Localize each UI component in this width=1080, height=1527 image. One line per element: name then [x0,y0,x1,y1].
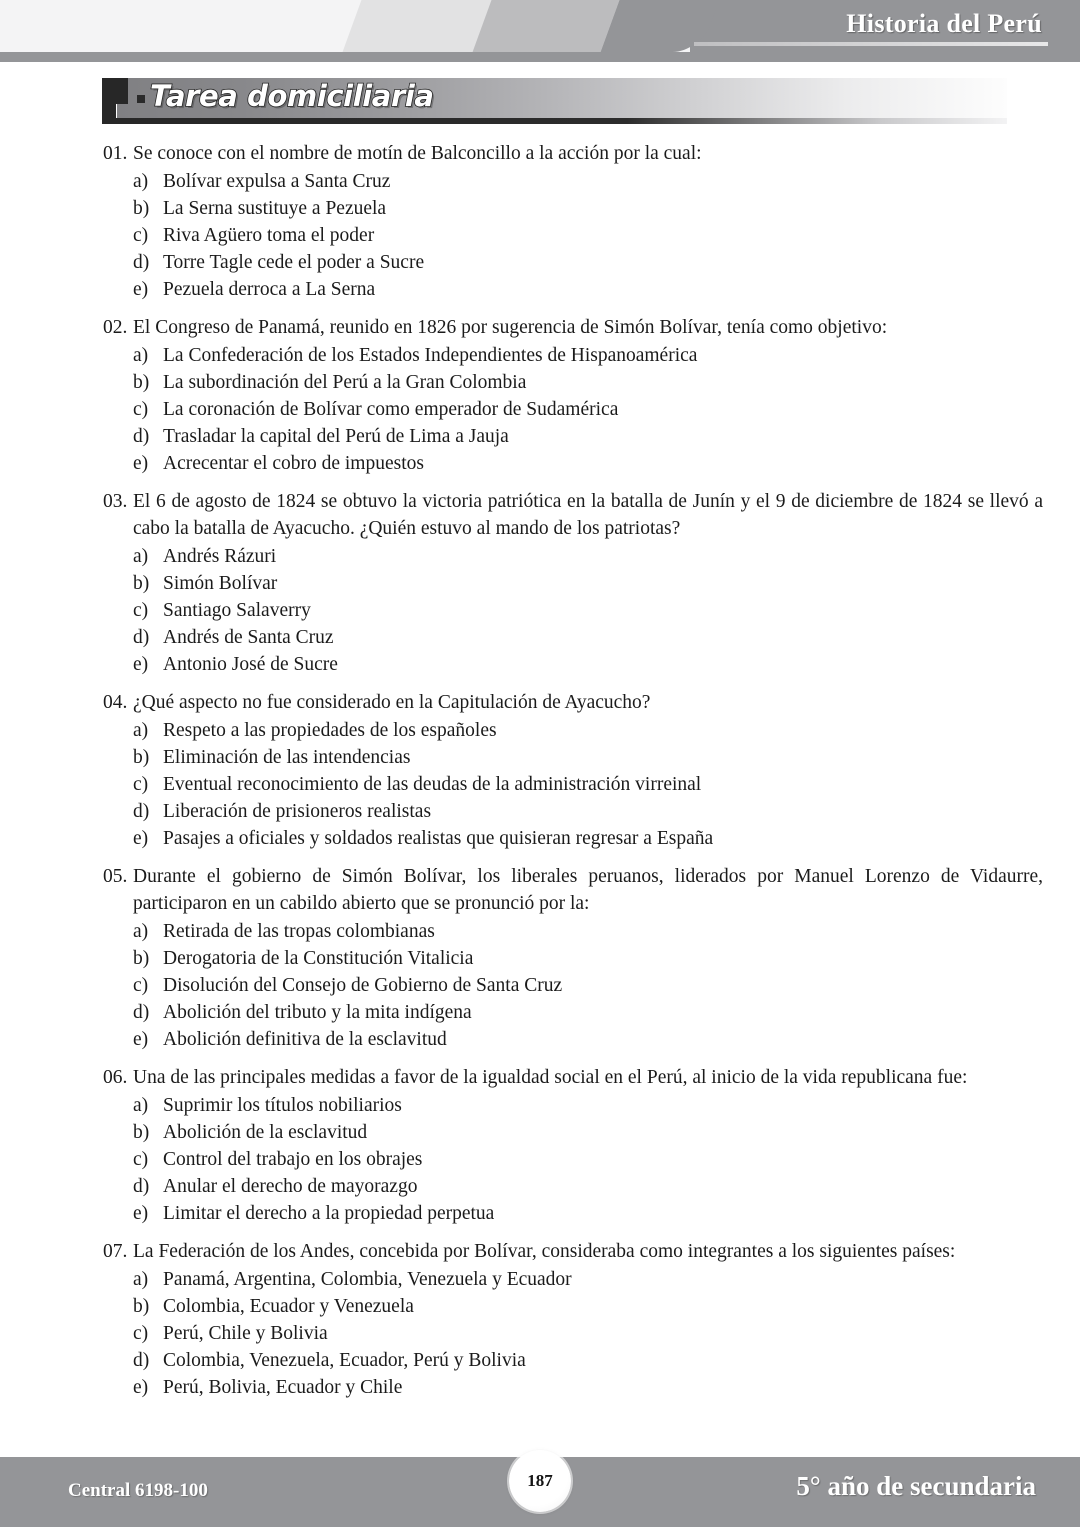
header-diagonal-band-light [343,0,492,52]
option-item[interactable] [0,1119,1080,1146]
option-letter: c) [133,225,149,246]
option-item[interactable] [0,1374,1080,1401]
option-text: Respeto a las propiedades de los españoles [163,720,497,741]
option-item[interactable] [0,1173,1080,1200]
option-text: Abolición de la esclavitud [163,1122,368,1143]
option-letter: b) [133,1296,150,1317]
option-letter: a) [133,171,149,192]
page-header [0,0,1080,62]
option-letter: e) [133,279,149,300]
option-letter: b) [133,948,150,969]
option-list [0,342,1080,477]
question-text: Durante el gobierno de Simón Bolívar, los liberales peruanos, liderados por Manuel Lorenzo de Vidaurre, participaron en un cabildo abierto que se pronunció por la: [133,866,1043,914]
option-letter: c) [133,399,149,420]
option-letter: a) [133,720,149,741]
option-item[interactable] [0,744,1080,771]
option-text: Colombia, Venezuela, Ecuador, Perú y Bolivia [163,1350,526,1371]
question-number: 03. [103,491,128,512]
option-item[interactable] [0,276,1080,303]
option-letter: a) [133,546,149,567]
question-block [0,863,1080,1053]
option-item[interactable] [0,918,1080,945]
option-item[interactable] [0,369,1080,396]
option-item[interactable] [0,423,1080,450]
option-text: Torre Tagle cede el poder a Sucre [163,252,425,273]
option-item[interactable] [0,195,1080,222]
footer-contact-text: Central 6198-100 [68,1480,208,1501]
header-diagonal-band-mid [473,0,620,52]
option-letter: d) [133,252,150,273]
footer-grade-text: 5° año de secundaria [796,1471,1036,1501]
option-item[interactable] [0,1266,1080,1293]
option-text: Andrés de Santa Cruz [163,627,334,648]
option-letter: d) [133,801,150,822]
header-title-underline [694,42,1048,46]
option-text: Colombia, Ecuador y Venezuela [163,1296,414,1317]
option-letter: c) [133,774,149,795]
option-item[interactable] [0,825,1080,852]
option-text: Andrés Rázuri [163,546,277,567]
option-item[interactable] [0,450,1080,477]
option-list [0,1266,1080,1401]
option-text: Abolición del tributo y la mita indígena [163,1002,472,1023]
option-item[interactable] [0,342,1080,369]
option-text: Pezuela derroca a La Serna [163,279,376,300]
question-block [0,1238,1080,1401]
section-banner [102,78,1007,124]
question-number: 01. [103,143,128,164]
option-item[interactable] [0,624,1080,651]
option-text: La subordinación del Perú a la Gran Colombia [163,372,527,393]
banner-bullet-icon [137,95,145,103]
option-text: Trasladar la capital del Perú de Lima a Jauja [163,426,509,447]
option-letter: c) [133,1323,149,1344]
option-letter: c) [133,1149,149,1170]
question-stem [0,863,1080,917]
question-number: 05. [103,866,128,887]
option-item[interactable] [0,1347,1080,1374]
option-item[interactable] [0,1200,1080,1227]
option-item[interactable] [0,168,1080,195]
option-text: Perú, Bolivia, Ecuador y Chile [163,1377,403,1398]
option-item[interactable] [0,396,1080,423]
option-text: La Confederación de los Estados Independientes de Hispanoamérica [163,345,698,366]
option-text: Riva Agüero toma el poder [163,225,375,246]
question-number: 07. [103,1241,128,1262]
option-item[interactable] [0,1146,1080,1173]
option-text: Eliminación de las intendencias [163,747,411,768]
question-block [0,1064,1080,1227]
option-item[interactable] [0,1026,1080,1053]
option-text: Control del trabajo en los obrajes [163,1149,423,1170]
option-item[interactable] [0,945,1080,972]
option-letter: e) [133,1203,149,1224]
question-stem [0,1238,1080,1265]
option-text: Simón Bolívar [163,573,278,594]
section-banner-title: Tarea domiciliaria [150,79,434,113]
option-item[interactable] [0,651,1080,678]
question-block [0,140,1080,303]
question-text: Se conoce con el nombre de motín de Balconcillo a la acción por la cual: [133,143,702,164]
question-stem [0,140,1080,167]
header-title: Historia del Perú [846,9,1042,38]
option-text: Limitar el derecho a la propiedad perpetua [163,1203,495,1224]
option-letter: c) [133,600,149,621]
question-text: Una de las principales medidas a favor de la igualdad social en el Perú, al inicio de la vida republicana fue: [133,1067,968,1088]
question-text: ¿Qué aspecto no fue considerado en la Capitulación de Ayacucho? [133,692,651,713]
question-text: La Federación de los Andes, concebida por Bolívar, consideraba como integrantes a los siguientes países: [133,1241,956,1262]
option-letter: d) [133,1176,150,1197]
option-item[interactable] [0,717,1080,744]
option-item[interactable] [0,222,1080,249]
banner-baseline-rule [102,118,1007,124]
option-letter: e) [133,1377,149,1398]
option-letter: a) [133,1269,149,1290]
option-text: Eventual reconocimiento de las deudas de la administración virreinal [163,774,702,795]
option-text: Perú, Chile y Bolivia [163,1323,328,1344]
option-text: Pasajes a oficiales y soldados realistas que quisieran regresar a España [163,828,714,849]
option-letter: d) [133,1002,150,1023]
option-item[interactable] [0,543,1080,570]
option-item[interactable] [0,570,1080,597]
option-list [0,168,1080,303]
option-item[interactable] [0,597,1080,624]
question-stem [0,314,1080,341]
option-letter: e) [133,828,149,849]
option-item[interactable] [0,972,1080,999]
option-letter: b) [133,372,150,393]
question-block [0,689,1080,852]
question-stem [0,1064,1080,1091]
option-text: La coronación de Bolívar como emperador de Sudamérica [163,399,619,420]
option-item[interactable] [0,771,1080,798]
option-letter: a) [133,1095,149,1116]
page-number-badge [509,1450,571,1512]
page-number: 187 [527,1471,553,1490]
option-text: Panamá, Argentina, Colombia, Venezuela y Ecuador [163,1269,572,1290]
option-text: La Serna sustituye a Pezuela [163,198,387,219]
question-stem [0,488,1080,542]
option-list [0,543,1080,678]
question-number: 02. [103,317,128,338]
option-letter: b) [133,747,150,768]
option-letter: b) [133,198,150,219]
option-letter: b) [133,573,150,594]
option-text: Anular el derecho de mayorazgo [163,1176,418,1197]
option-list [0,1092,1080,1227]
option-text: Liberación de prisioneros realistas [163,801,432,822]
option-text: Retirada de las tropas colombianas [163,921,435,942]
option-text: Abolición definitiva de la esclavitud [163,1029,447,1050]
option-text: Bolívar expulsa a Santa Cruz [163,171,391,192]
option-text: Acrecentar el cobro de impuestos [163,453,424,474]
question-number: 06. [103,1067,128,1088]
question-block [0,314,1080,477]
question-number: 04. [103,692,128,713]
questions-list [0,140,1080,1412]
option-letter: e) [133,453,149,474]
option-item[interactable] [0,798,1080,825]
option-text: Derogatoria de la Constitución Vitalicia [163,948,474,969]
option-letter: c) [133,975,149,996]
header-bottom-rule [0,52,1080,62]
question-stem [0,689,1080,716]
option-text: Santiago Salaverry [163,600,311,621]
question-text: El Congreso de Panamá, reunido en 1826 por sugerencia de Simón Bolívar, tenía como objetivo: [133,317,888,338]
option-item[interactable] [0,249,1080,276]
option-letter: e) [133,1029,149,1050]
option-text: Disolución del Consejo de Gobierno de Santa Cruz [163,975,563,996]
option-letter: e) [133,654,149,675]
option-letter: d) [133,1350,150,1371]
option-letter: d) [133,426,150,447]
option-item[interactable] [0,1092,1080,1119]
option-letter: d) [133,627,150,648]
option-item[interactable] [0,999,1080,1026]
option-letter: b) [133,1122,150,1143]
banner-square-decoration [102,78,128,104]
option-item[interactable] [0,1320,1080,1347]
option-letter: a) [133,921,149,942]
option-text: Antonio José de Sucre [163,654,338,675]
option-letter: a) [133,345,149,366]
option-item[interactable] [0,1293,1080,1320]
page-footer [0,1457,1080,1527]
option-text: Suprimir los títulos nobiliarios [163,1095,402,1116]
question-block [0,488,1080,678]
question-text: El 6 de agosto de 1824 se obtuvo la victoria patriótica en la batalla de Junín y el 9 de diciembre de 1824 se llevó a cabo la batalla de Ayacucho. ¿Quién estuvo al mando de los patriotas? [133,491,1043,539]
option-list [0,918,1080,1053]
option-list [0,717,1080,852]
